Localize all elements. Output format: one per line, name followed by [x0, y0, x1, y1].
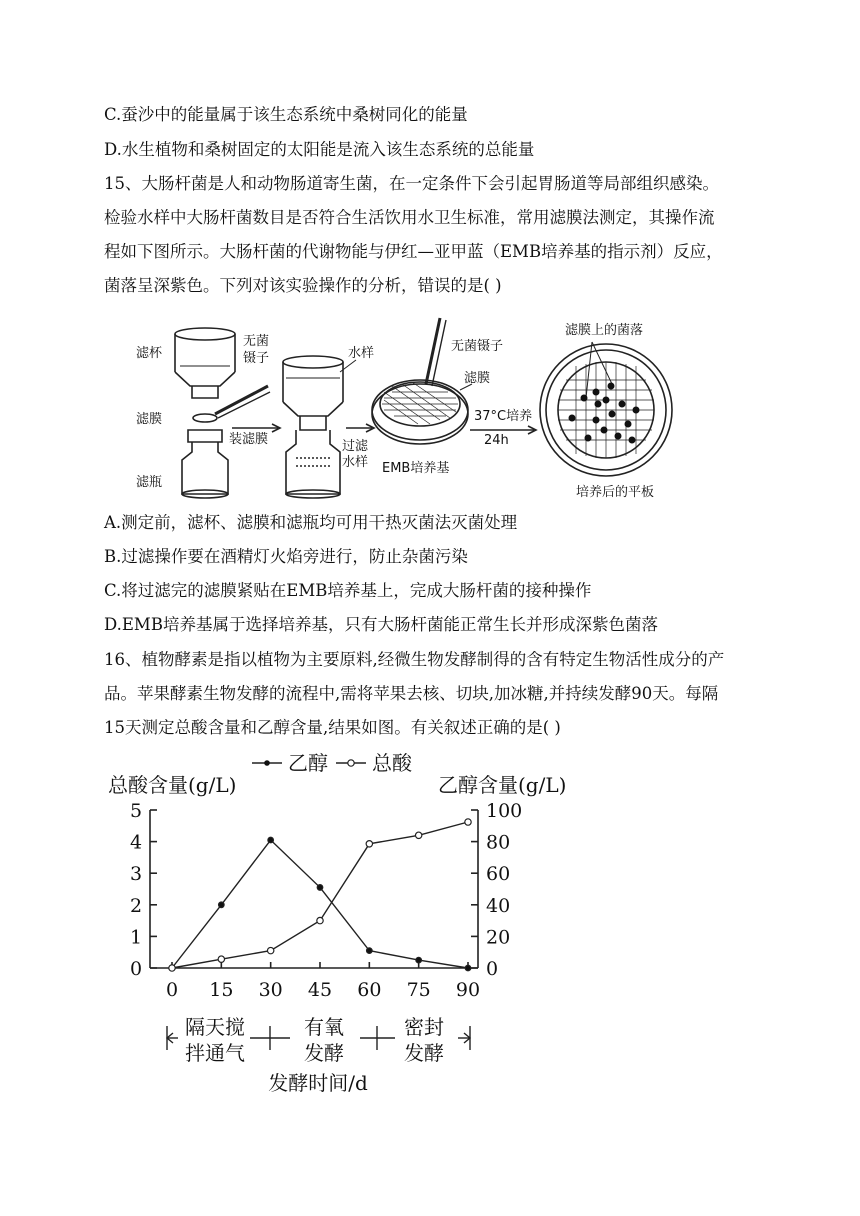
label-culture-temp: 37°C培养 [474, 409, 533, 424]
phase-label-line1: 密封 [404, 1015, 444, 1039]
q15-option-d: D.EMB培养基属于选择培养基，只有大肠杆菌能正常生长并形成深紫色菌落 [104, 615, 658, 634]
label-filter-water: 水样 [342, 455, 369, 470]
y-left-tick-label: 4 [130, 831, 143, 854]
q15-stem-line-2: 检验水样中大肠杆菌数目是否符合生活饮用水卫生标准，常用滤膜法测定，其操作流 [104, 208, 715, 227]
membrane-filter-diagram [0, 0, 860, 520]
q15-option-a: A.测定前，滤杯、滤膜和滤瓶均可用干热灭菌法灭菌处理 [104, 513, 518, 532]
acid-point [415, 832, 421, 838]
label-install-membrane: 装滤膜 [229, 432, 269, 447]
q14-option-d: D.水生植物和桑树固定的太阳能是流入该生态系统的总能量 [104, 140, 535, 159]
x-tick-label: 15 [209, 979, 234, 1001]
ethanol-point [219, 902, 225, 908]
x-tick-label: 0 [165, 979, 179, 1001]
filter-flask-illustration [182, 430, 228, 498]
x-axis-label: 发酵时间/d [268, 1071, 368, 1095]
q15-stem-line-4: 菌落呈深紫色。下列对该实验操作的分析，错误的是( ) [104, 276, 502, 295]
q15-option-b: B.过滤操作要在酒精灯火焰旁进行，防止杂菌污染 [104, 547, 468, 566]
ethanol-point [465, 965, 471, 971]
y-left-axis-label: 总酸含量(g/L) [108, 773, 237, 797]
y-right-tick-label: 40 [486, 894, 511, 917]
assembled-filter-apparatus [283, 356, 356, 498]
label-water-sample: 水样 [348, 346, 375, 361]
label-culture-hours: 24h [484, 433, 509, 448]
cultured-plate-illustration [540, 342, 672, 476]
phase-label-line2: 发酵 [404, 1041, 444, 1065]
x-tick-label: 30 [258, 979, 283, 1001]
label-cultured-plate: 培养后的平板 [576, 485, 655, 500]
y-left-tick-label: 5 [130, 800, 143, 822]
legend-ethanol-marker [264, 760, 270, 766]
label-colonies: 滤膜上的菌落 [565, 323, 644, 338]
acid-point [465, 819, 471, 825]
label-membrane-2: 滤膜 [464, 371, 491, 386]
y-right-axis-label: 乙醇含量(g/L) [438, 773, 567, 797]
acid-point [267, 947, 273, 953]
ethanol-series-line [172, 840, 468, 968]
phase-label-line1: 隔天搅 [185, 1015, 245, 1039]
q15-stem-line-3: 程如下图所示。大肠杆菌的代谢物能与伊红—亚甲蓝（EMB培养基的指示剂）反应， [104, 242, 723, 261]
label-filter-cup: 滤杯 [136, 346, 163, 361]
legend-acid-label: 总酸 [372, 751, 412, 775]
q16-stem-line-3: 15天测定总酸含量和乙醇含量,结果如图。有关叙述正确的是( ) [104, 718, 561, 737]
acid-series-line [172, 822, 468, 968]
acid-point [218, 956, 224, 962]
label-sterile: 无菌 [243, 334, 270, 349]
q15-stem-line-1: 15、大肠杆菌是人和动物肠道寄生菌，在一定条件下会引起胃肠道等局部组织感染。 [104, 174, 719, 193]
y-left-tick-label: 3 [130, 863, 143, 886]
y-left-tick-label: 1 [130, 926, 143, 949]
y-left-tick-label: 2 [130, 894, 143, 917]
phase-label-line1: 有氧 [304, 1015, 344, 1039]
acid-point [169, 965, 175, 971]
label-tweezers: 镊子 [243, 351, 270, 366]
label-emb-medium: EMB培养基 [382, 461, 450, 476]
q15-option-c: C.将过滤完的滤膜紧贴在EMB培养基上，完成大肠杆菌的接种操作 [104, 581, 592, 600]
q16-stem-line-1: 16、植物酵素是指以植物为主要原料,经微生物发酵制得的含有特定生物活性成分的产 [104, 650, 725, 669]
ethanol-point [416, 957, 422, 963]
y-left-tick-label: 0 [130, 958, 143, 980]
x-tick-label: 60 [357, 979, 382, 1001]
fermentation-chart [0, 740, 860, 1100]
y-right-tick-label: 20 [486, 926, 511, 949]
emb-plate-illustration [372, 318, 472, 444]
x-tick-label: 75 [406, 979, 431, 1001]
phase-label-line2: 发酵 [304, 1041, 344, 1065]
bacterial-colonies [569, 383, 640, 444]
label-filter: 过滤 [342, 439, 369, 454]
y-right-tick-label: 60 [486, 863, 511, 886]
y-right-tick-label: 80 [486, 831, 511, 854]
x-tick-label: 45 [307, 979, 333, 1001]
q16-stem-line-2: 品。苹果酵素生物发酵的流程中,需将苹果去核、切块,加冰糖,并持续发酵90天。每隔 [104, 684, 719, 703]
label-filter-flask: 滤瓶 [136, 475, 163, 490]
ethanol-point [367, 948, 373, 954]
legend-acid-marker [348, 760, 354, 766]
label-sterile-tweezers: 无菌镊子 [451, 339, 504, 354]
y-right-tick-label: 100 [486, 800, 523, 822]
tweezers-with-membrane [193, 386, 270, 422]
acid-point [317, 917, 323, 923]
filter-cup-illustration [175, 328, 235, 398]
x-tick-label: 90 [455, 979, 481, 1001]
legend-ethanol-label: 乙醇 [288, 751, 328, 775]
ethanol-point [268, 837, 274, 843]
phase-label-line2: 拌通气 [185, 1041, 245, 1065]
q14-option-c: C.蚕沙中的能量属于该生态系统中桑树同化的能量 [104, 105, 468, 124]
acid-point [366, 841, 372, 847]
y-right-tick-label: 0 [486, 958, 499, 980]
ethanol-point [317, 885, 323, 891]
label-membrane: 滤膜 [136, 412, 163, 427]
